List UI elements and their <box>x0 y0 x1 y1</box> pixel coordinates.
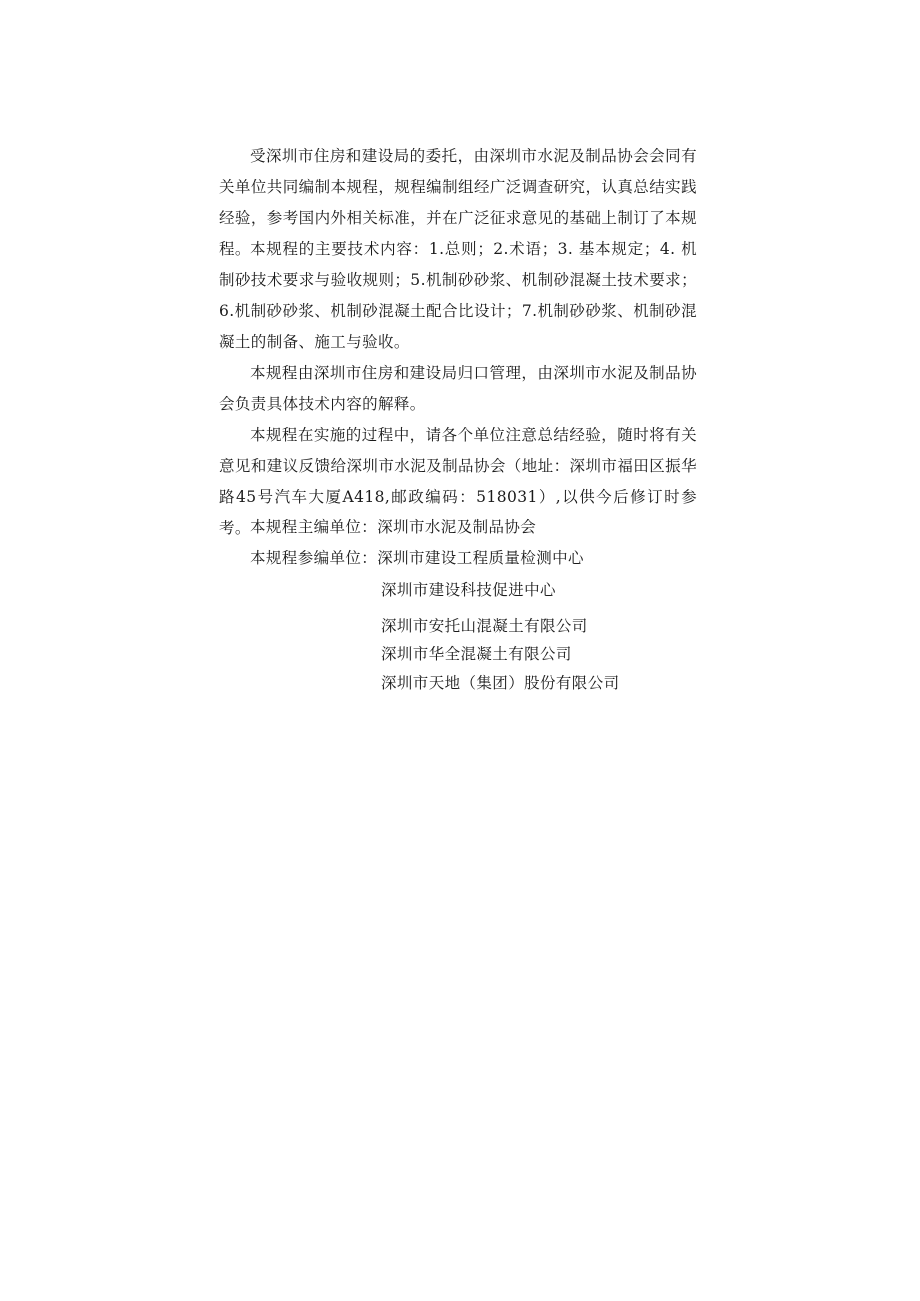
preface-paragraph-contents: 本规程的主要技术内容：1.总则；2.术语；3. 基本规定；4. 机制砂技术要求与验收规则；5.机制砂砂浆、机制砂混凝土技术要求；6.机制砂砂浆、机制砂混凝土配合比设计；7.机制砂砂浆、机制砂混凝土的制备、施工与验收。 <box>219 240 697 351</box>
preface-paragraph-commission: 受深圳市住房和建设局的委托，由深圳市水泥及制品协会会同有关单位共同编制本规程，规程编制组经广泛调查研究，认真总结实践经验，参考国内外相关标准，并在广泛征求意见的基础上制订了本规程。 <box>219 147 697 258</box>
participating-unit: 深圳市天地（集团）股份有限公司 <box>381 674 620 692</box>
preface-paragraph-feedback: 本规程在实施的过程中，请各个单位注意总结经验，随时将有关意见和建议反馈给深圳市水泥及制品协会（地址：深圳市福田区振华路45号汽车大厦A418,邮政编码：518031）,以供今后修订时参考。 <box>219 426 697 537</box>
participating-unit: 深圳市安托山混凝土有限公司 <box>381 617 588 635</box>
chief-editor-line: 本规程主编单位：深圳市水泥及制品协会 <box>250 518 537 536</box>
participating-unit: 深圳市建设科技促进中心 <box>381 581 556 599</box>
preface-paragraph-management: 本规程由深圳市住房和建设局归口管理，由深圳市水泥及制品协会负责具体技术内容的解释。 <box>219 364 697 413</box>
participating-unit: 深圳市华全混凝土有限公司 <box>381 645 572 663</box>
participating-units-line: 本规程参编单位：深圳市建设工程质量检测中心 <box>250 549 584 567</box>
